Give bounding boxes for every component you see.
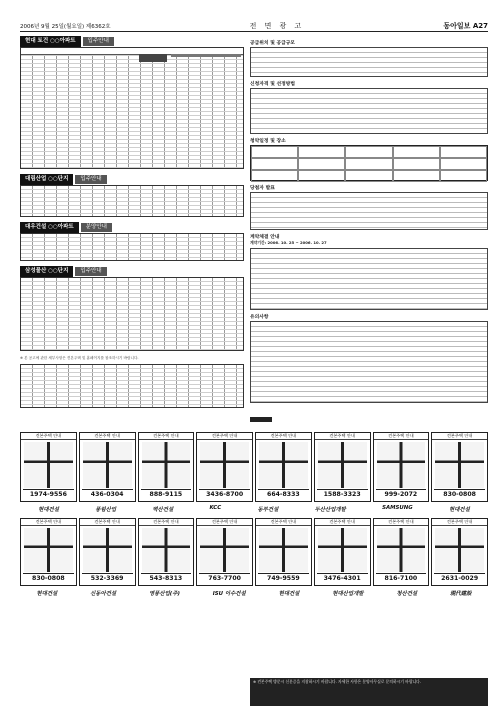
ad-box[interactable]: 견본주택 안내 664-8333 xyxy=(255,432,312,502)
phone-number: 1588-3323 xyxy=(317,489,368,499)
company-logo: 벽산건설 xyxy=(152,507,174,513)
right-section-heading: 계약체결 안내 xyxy=(250,235,280,240)
supply-table xyxy=(250,47,488,77)
company-logo: 현대건설 xyxy=(448,507,470,513)
left-note: ※ 본 공고에 관한 세부사항은 견본주택 및 홈페이지를 참조하시기 바랍니다. xyxy=(20,356,139,360)
ad-box[interactable]: 견본주택 안내 543-8313 xyxy=(138,518,195,586)
company-logo: KCC xyxy=(209,505,222,511)
section-badge: 대우건설 ○○아파트 xyxy=(20,222,79,233)
map-diagram xyxy=(377,442,426,488)
section-subtitle: 분양안내 xyxy=(81,223,112,232)
section-subtitle: 입주안내 xyxy=(75,267,106,276)
ad-box[interactable]: 견본주택 안내 2631-0029 xyxy=(431,518,488,586)
company-logo: 現代建設 xyxy=(449,591,472,597)
phone-number: 436-0304 xyxy=(82,489,133,499)
ad-box[interactable]: 견본주택 안내 816-7100 xyxy=(373,518,430,586)
notice-bar xyxy=(250,417,272,422)
ad-box[interactable]: 견본주택 안내 830-0808 xyxy=(20,518,77,586)
map-diagram xyxy=(24,442,73,488)
phone-number: 3436-8700 xyxy=(199,489,250,499)
map-diagram xyxy=(83,442,132,488)
company-logo: 신동아건설 xyxy=(90,591,117,597)
company-logo: 현대산업개발 xyxy=(332,591,364,597)
schedule-grid xyxy=(250,145,488,181)
map-diagram xyxy=(435,442,484,488)
company-logo: 동부건설 xyxy=(257,507,279,513)
footer-notice: ※ 견본주택 방문시 신분증을 지참하시기 바랍니다. 자세한 사항은 분양사무실로 문의하시기 바랍니다. xyxy=(250,678,488,706)
section-2 xyxy=(20,174,244,217)
phone-number: 830-0808 xyxy=(434,489,485,499)
section-badge: 삼성물산 ○○단지 xyxy=(20,266,73,277)
map-diagram xyxy=(24,528,73,572)
page-header xyxy=(20,21,488,32)
phone-number: 749-9559 xyxy=(258,573,309,583)
ad-box[interactable]: 견본주택 안내 830-0808 xyxy=(431,432,488,502)
announcement-table xyxy=(250,192,488,230)
company-logo: 현대건설 xyxy=(278,591,300,597)
map-diagram xyxy=(435,528,484,572)
map-diagram xyxy=(83,528,132,572)
ad-box[interactable]: 견본주택 안내 436-0304 xyxy=(79,432,136,502)
phone-number: 3476-4301 xyxy=(317,573,368,583)
ad-box[interactable]: 견본주택 안내 888-9115 xyxy=(138,432,195,502)
page-title: 전 면 광 고 xyxy=(249,22,305,30)
map-diagram xyxy=(142,528,191,572)
company-logo: 청산건설 xyxy=(396,591,418,597)
phone-number: 888-9115 xyxy=(141,489,192,499)
section-3 xyxy=(20,222,244,261)
section-subtitle: 입주안내 xyxy=(83,37,114,46)
phone-number: 999-2072 xyxy=(376,489,427,499)
phone-number: 830-0808 xyxy=(23,573,74,583)
logo-row-2 xyxy=(20,589,488,599)
edition-info: 2006년 9월 25일(월요일) 제6362호 xyxy=(20,24,111,30)
ad-row-1 xyxy=(20,432,488,502)
contract-table xyxy=(250,248,488,310)
company-logo: ISU 이수건설 xyxy=(212,591,246,597)
ads-area xyxy=(20,432,488,678)
right-section-heading: 공급위치 및 공급규모 xyxy=(250,41,296,46)
right-section-heading: 유의사항 xyxy=(250,314,269,320)
map-diagram xyxy=(142,442,191,488)
map-diagram xyxy=(200,442,249,488)
contract-period: 계약기간: 2006. 10. 25 ~ 2006. 10. 27 xyxy=(250,240,327,245)
section-4 xyxy=(20,266,244,351)
ad-box[interactable]: 견본주택 안내 749-9559 xyxy=(255,518,312,586)
ad-box[interactable]: 견본주택 안내 3436-8700 xyxy=(196,432,253,502)
price-table xyxy=(20,233,244,261)
map-diagram xyxy=(377,528,426,572)
left-column xyxy=(20,36,244,432)
ad-box[interactable]: 견본주택 안내 532-3369 xyxy=(79,518,136,586)
qualification-table xyxy=(250,88,488,134)
price-table xyxy=(20,277,244,351)
right-section-heading: 신청자격 및 선정방법 xyxy=(250,82,296,87)
right-section-heading: 당첨자 발표 xyxy=(250,186,275,191)
map-diagram xyxy=(259,528,308,572)
schedule-table xyxy=(20,364,244,408)
map-diagram xyxy=(259,442,308,488)
logo-row-1 xyxy=(20,505,488,515)
company-logo: 풍림산업 xyxy=(95,507,117,513)
map-diagram xyxy=(318,442,367,488)
company-logo: SAMSUNG xyxy=(382,505,413,511)
ad-box[interactable]: 견본주택 안내 3476-4301 xyxy=(314,518,371,586)
section-1 xyxy=(20,36,244,169)
phone-number: 1974-9556 xyxy=(23,489,74,499)
section-subtitle: 입주안내 xyxy=(75,175,106,184)
company-logo: 영풍산업(주) xyxy=(148,591,180,597)
phone-number: 2631-0029 xyxy=(434,573,485,583)
phone-number: 664-8333 xyxy=(258,489,309,499)
ad-box[interactable]: 견본주택 안내 1588-3323 xyxy=(314,432,371,502)
phone-number: 543-8313 xyxy=(141,573,192,583)
phone-number: 532-3369 xyxy=(82,573,133,583)
notice-text xyxy=(250,321,488,403)
company-logo: 현대건설 xyxy=(38,507,59,513)
map-diagram xyxy=(200,528,249,572)
section-badge: 현대 토건 ○○아파트 xyxy=(20,36,81,47)
right-column xyxy=(250,36,488,486)
company-logo: 두산산업개발 xyxy=(314,507,346,513)
ad-row-2 xyxy=(20,518,488,586)
ad-box[interactable]: 견본주택 안내 1974-9556 xyxy=(20,432,77,502)
ad-box[interactable]: 견본주택 안내 999-2072 xyxy=(373,432,430,502)
price-table xyxy=(20,47,244,169)
price-table xyxy=(20,185,244,217)
right-section-heading: 청약일정 및 장소 xyxy=(250,139,286,144)
phone-number: 816-7100 xyxy=(376,573,427,583)
paper-name: 동아일보 A27 xyxy=(443,22,488,30)
section-badge: 대림산업 ○○단지 xyxy=(20,174,73,185)
ad-box[interactable]: 견본주택 안내 763-7700 xyxy=(196,518,253,586)
phone-number: 763-7700 xyxy=(199,573,250,583)
map-diagram xyxy=(318,528,367,572)
company-logo: 현대건설 xyxy=(36,591,58,597)
